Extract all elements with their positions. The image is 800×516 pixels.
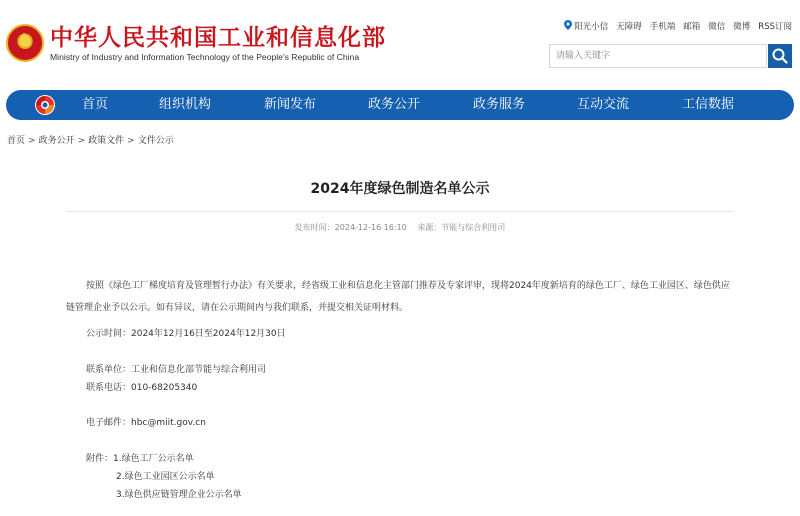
article-source: 来源：节能与综合利用司 (417, 223, 506, 232)
article-paragraph: 按照《绿色工厂梯度培育及管理暂行办法》有关要求，经省级工业和信息化主管部门推荐及专家评审，现将2024年度新培育的绿色工厂、绿色工业园区、绿色供应链管理企业予以公示。如有异议，请在公示期间内与我们联系，并提交相关证明材料。 (66, 281, 730, 313)
contact-phone: 联系电话：010-68205340 (86, 383, 198, 393)
nav-item-gov-affairs[interactable]: 政务公开 (368, 97, 421, 112)
nav-item-home[interactable]: 首页 (82, 97, 109, 112)
breadcrumb (7, 133, 174, 146)
top-link-accessibility[interactable]: 无障碍 (616, 22, 642, 32)
email-label: 电子邮件： (86, 418, 132, 428)
email-link[interactable]: hbc@miit.gov.cn (131, 418, 206, 428)
location-pin-icon (564, 20, 572, 30)
nav-item-interaction[interactable]: 互动交流 (577, 97, 630, 112)
miit-logo-icon[interactable] (34, 94, 56, 116)
article-meta (0, 222, 800, 233)
site-subtitle: Ministry of Industry and Information Technology of the People's Republic of China (50, 52, 360, 62)
top-link-mobile[interactable]: 手机端 (649, 22, 676, 32)
attachments-row (86, 453, 194, 465)
breadcrumb-gov-affairs[interactable]: 政务公开 (38, 136, 75, 146)
national-emblem-icon[interactable] (6, 24, 44, 62)
contact-unit: 联系单位：工业和信息化部节能与综合利用司 (86, 365, 267, 375)
site-title[interactable]: 中华人民共和国工业和信息化部 (50, 25, 386, 51)
notice-period: 公示时间：2024年12月16日至2024年12月30日 (86, 329, 286, 339)
nav-item-organization[interactable]: 组织机构 (159, 97, 212, 112)
attachments-label: 附件： (86, 454, 114, 464)
attachment-link-3[interactable]: 3.绿色供应链管理企业公示名单 (116, 490, 242, 500)
contact-email-row (86, 417, 206, 429)
site-header (0, 0, 800, 88)
publish-time: 发布时间：2024-12-16 16:10 (294, 223, 407, 232)
breadcrumb-separator: > (77, 136, 86, 146)
search-icon (768, 44, 792, 68)
nav-item-data[interactable]: 工信数据 (682, 97, 735, 112)
attachment-link-1[interactable]: 1.绿色工厂公示名单 (113, 454, 194, 464)
breadcrumb-file-notice[interactable]: 文件公示 (137, 136, 174, 146)
nav-item-news[interactable]: 新闻发布 (264, 97, 317, 112)
breadcrumb-home[interactable]: 首页 (7, 136, 26, 146)
main-nav (6, 90, 794, 120)
attachment-link-2[interactable]: 2.绿色工业园区公示名单 (116, 472, 215, 482)
search-input[interactable] (549, 44, 767, 68)
nav-item-gov-services[interactable]: 政务服务 (473, 97, 526, 112)
top-links (564, 20, 792, 32)
search-button[interactable] (768, 44, 792, 68)
top-link-rss[interactable]: RSS订阅 (758, 22, 792, 32)
top-link-wechat[interactable]: 微信 (708, 22, 726, 32)
article-title: 2024年度绿色制造名单公示 (310, 181, 490, 197)
breadcrumb-policy-files[interactable]: 政策文件 (88, 136, 125, 146)
breadcrumb-separator: > (28, 136, 36, 146)
top-link-mailbox[interactable]: 邮箱 (683, 22, 701, 32)
title-divider (66, 211, 732, 212)
breadcrumb-separator: > (127, 136, 135, 146)
top-link-label: 阳光小信 (574, 22, 609, 32)
top-link-weibo[interactable]: 微博 (733, 22, 751, 32)
top-link-sunshine[interactable] (564, 20, 608, 32)
